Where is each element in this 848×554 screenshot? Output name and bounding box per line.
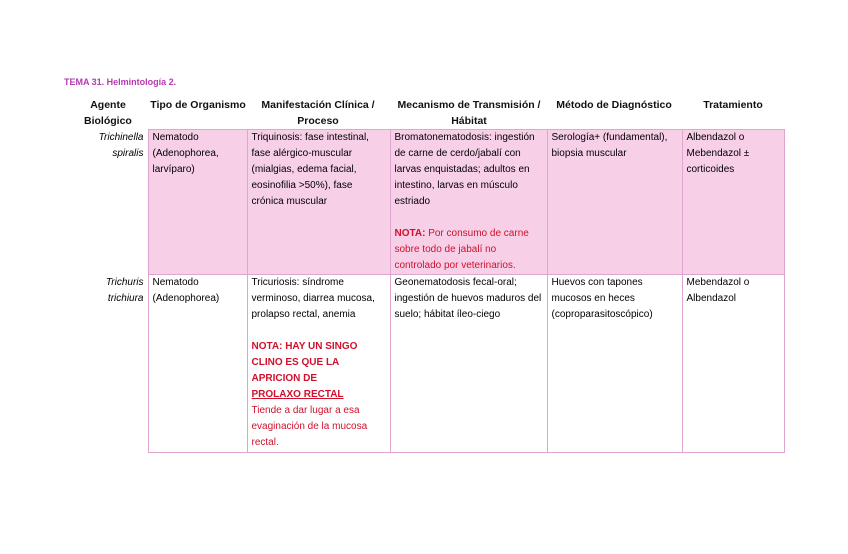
header-metodo: Método de Diagnóstico (556, 99, 672, 111)
table-row (64, 275, 784, 453)
agent-name-line1: Trichuris (105, 276, 144, 288)
header-agente-line2: Biológico (84, 115, 132, 127)
mecanismo-text: Bromatonematodosis: ingestión de carne de cerdo/jabalí con larvas enquistadas; adultos en intestino, larvas en músculo estriado (394, 132, 535, 207)
header-agente (70, 97, 146, 129)
agent-name-line1: Trichinella (98, 131, 144, 143)
agent-name-line2: trichiura (107, 292, 144, 304)
agent-cell (64, 130, 148, 275)
header-tratamiento: Tratamiento (703, 99, 763, 111)
mecanismo-cell (390, 130, 547, 275)
metodo-cell: Serología+ (fundamental), biopsia muscular (547, 130, 682, 275)
manifestacion-text: Tricuriosis: síndrome verminoso, diarrea mucosa, prolapso rectal, anemia (251, 277, 375, 320)
header-mecanismo-line2: Hábitat (451, 115, 487, 127)
note-text: Por consumo de carne sobre todo de jabalí no controlado por veterinarios. (394, 228, 529, 271)
header-tipo: Tipo de Organismo (150, 99, 246, 111)
agent-cell (64, 275, 148, 453)
header-mecanismo (393, 97, 545, 129)
note-underlined: PROLAXO RECTAL (251, 389, 344, 400)
mecanismo-cell: Geonematodosis fecal-oral; ingestión de huevos maduros del suelo; hábitat íleo-ciego (390, 275, 547, 453)
page-title: TEMA 31. Helmintología 2. (64, 77, 177, 87)
tipo-cell: Nematodo (Adenophorea) (148, 275, 247, 453)
header-manifestacion (250, 97, 386, 129)
tratamiento-cell: Albendazol o Mebendazol ± corticoides (682, 130, 784, 275)
manifestacion-cell (247, 275, 390, 453)
note-line1: NOTA: HAY UN SINGO CLINO ES QUE LA APRICION DE (251, 341, 358, 384)
manifestacion-note (252, 339, 386, 451)
header-agente-line1: Agente (90, 99, 126, 111)
header-mecanismo-line1: Mecanismo de Transmisión / (397, 99, 541, 111)
note-label: NOTA: (394, 228, 426, 239)
helminth-table (64, 129, 785, 453)
manifestacion-cell: Triquinosis: fase intestinal, fase alérgico-muscular (mialgias, edema facial, eosinofilia >50%), fase crónica muscular (247, 130, 390, 275)
header-manif-line2: Proceso (297, 115, 339, 127)
table-row (64, 130, 784, 275)
note-line2: Tiende a dar lugar a esa evaginación de la mucosa rectal. (251, 405, 368, 448)
header-manif-line1: Manifestación Clínica / (261, 99, 375, 111)
tipo-cell: Nematodo (Adenophorea, larvíparo) (148, 130, 247, 275)
tratamiento-cell: Mebendazol o Albendazol (682, 275, 784, 453)
mecanismo-note (395, 226, 543, 274)
metodo-cell: Huevos con tapones mucosos en heces (coproparasitoscópico) (547, 275, 682, 453)
agent-name-line2: spiralis (112, 147, 144, 159)
